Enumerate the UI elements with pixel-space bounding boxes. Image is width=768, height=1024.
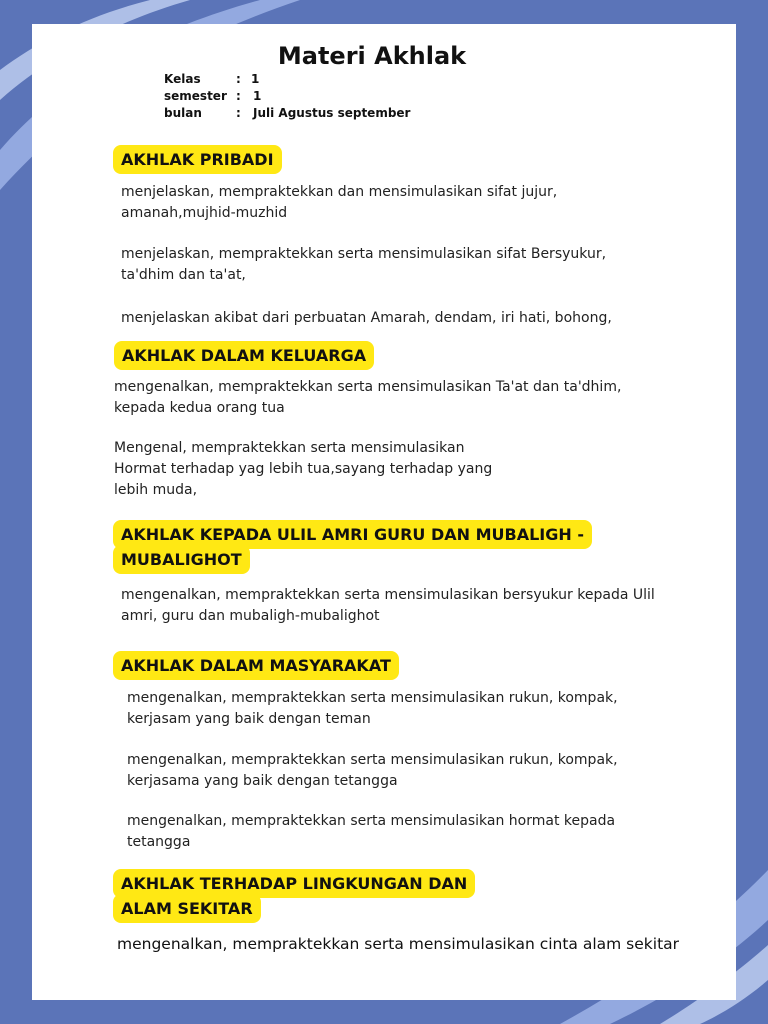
section-text: ta'dhim dan ta'at,	[121, 267, 246, 283]
section-text: mengenalkan, mempraktekkan serta mensimulasikan rukun, kompak,	[127, 690, 618, 706]
section-heading: AKHLAK DALAM KELUARGA	[114, 341, 374, 370]
section-text: lebih muda,	[114, 482, 198, 498]
document-page	[32, 24, 736, 1000]
section-heading: AKHLAK DALAM MASYARAKAT	[113, 651, 399, 680]
page-title: Materi Akhlak	[277, 42, 467, 70]
section-text: Mengenal, mempraktekkan serta mensimulasikan	[114, 440, 465, 456]
info-sep: :	[236, 89, 241, 103]
info-label-kelas: Kelas	[164, 72, 201, 86]
info-block	[164, 72, 464, 124]
section-text: amanah,mujhid-muzhid	[121, 205, 288, 221]
section-heading-line: ALAM SEKITAR	[113, 894, 261, 923]
info-label-bulan: bulan	[164, 106, 202, 120]
info-sep: :	[236, 72, 241, 86]
section-text: menjelaskan, mempraktekkan serta mensimulasikan sifat Bersyukur,	[121, 246, 607, 262]
info-value-semester: 1	[253, 89, 262, 103]
info-value-bulan: Juli Agustus september	[253, 106, 411, 120]
section-heading-line: AKHLAK TERHADAP LINGKUNGAN DAN	[113, 869, 475, 898]
section-heading-line: AKHLAK KEPADA ULIL AMRI GURU DAN MUBALIGH -	[113, 520, 592, 549]
section-text: menjelaskan, mempraktekkan dan mensimulasikan sifat jujur,	[121, 184, 558, 200]
section-text: mengenalkan, mempraktekkan serta mensimulasikan rukun, kompak,	[127, 752, 618, 768]
info-value-kelas: 1	[251, 72, 260, 86]
section-text: mengenalkan, mempraktekkan serta mensimulasikan bersyukur kepada Ulil	[121, 587, 655, 603]
section-heading: AKHLAK PRIBADI	[113, 145, 282, 174]
section-text: Hormat terhadap yag lebih tua,sayang terhadap yang	[114, 461, 493, 477]
section-text: tetangga	[127, 834, 191, 850]
section-text: menjelaskan akibat dari perbuatan Amarah, dendam, iri hati, bohong,	[121, 310, 612, 326]
section-text: mengenalkan, mempraktekkan serta mensimulasikan cinta alam sekitar	[117, 935, 680, 953]
info-label-semester: semester	[164, 89, 227, 103]
section-text: mengenalkan, mempraktekkan serta mensimulasikan hormat kepada	[127, 813, 616, 829]
section-text: mengenalkan, mempraktekkan serta mensimulasikan Ta'at dan ta'dhim,	[114, 379, 622, 395]
section-heading-line: MUBALIGHOT	[113, 545, 250, 574]
section-text: kerjasam yang baik dengan teman	[127, 711, 371, 727]
section-text: amri, guru dan mubaligh-mubalighot	[121, 608, 380, 624]
section-text: kerjasama yang baik dengan tetangga	[127, 773, 398, 789]
section-text: kepada kedua orang tua	[114, 400, 285, 416]
info-sep: :	[236, 106, 241, 120]
